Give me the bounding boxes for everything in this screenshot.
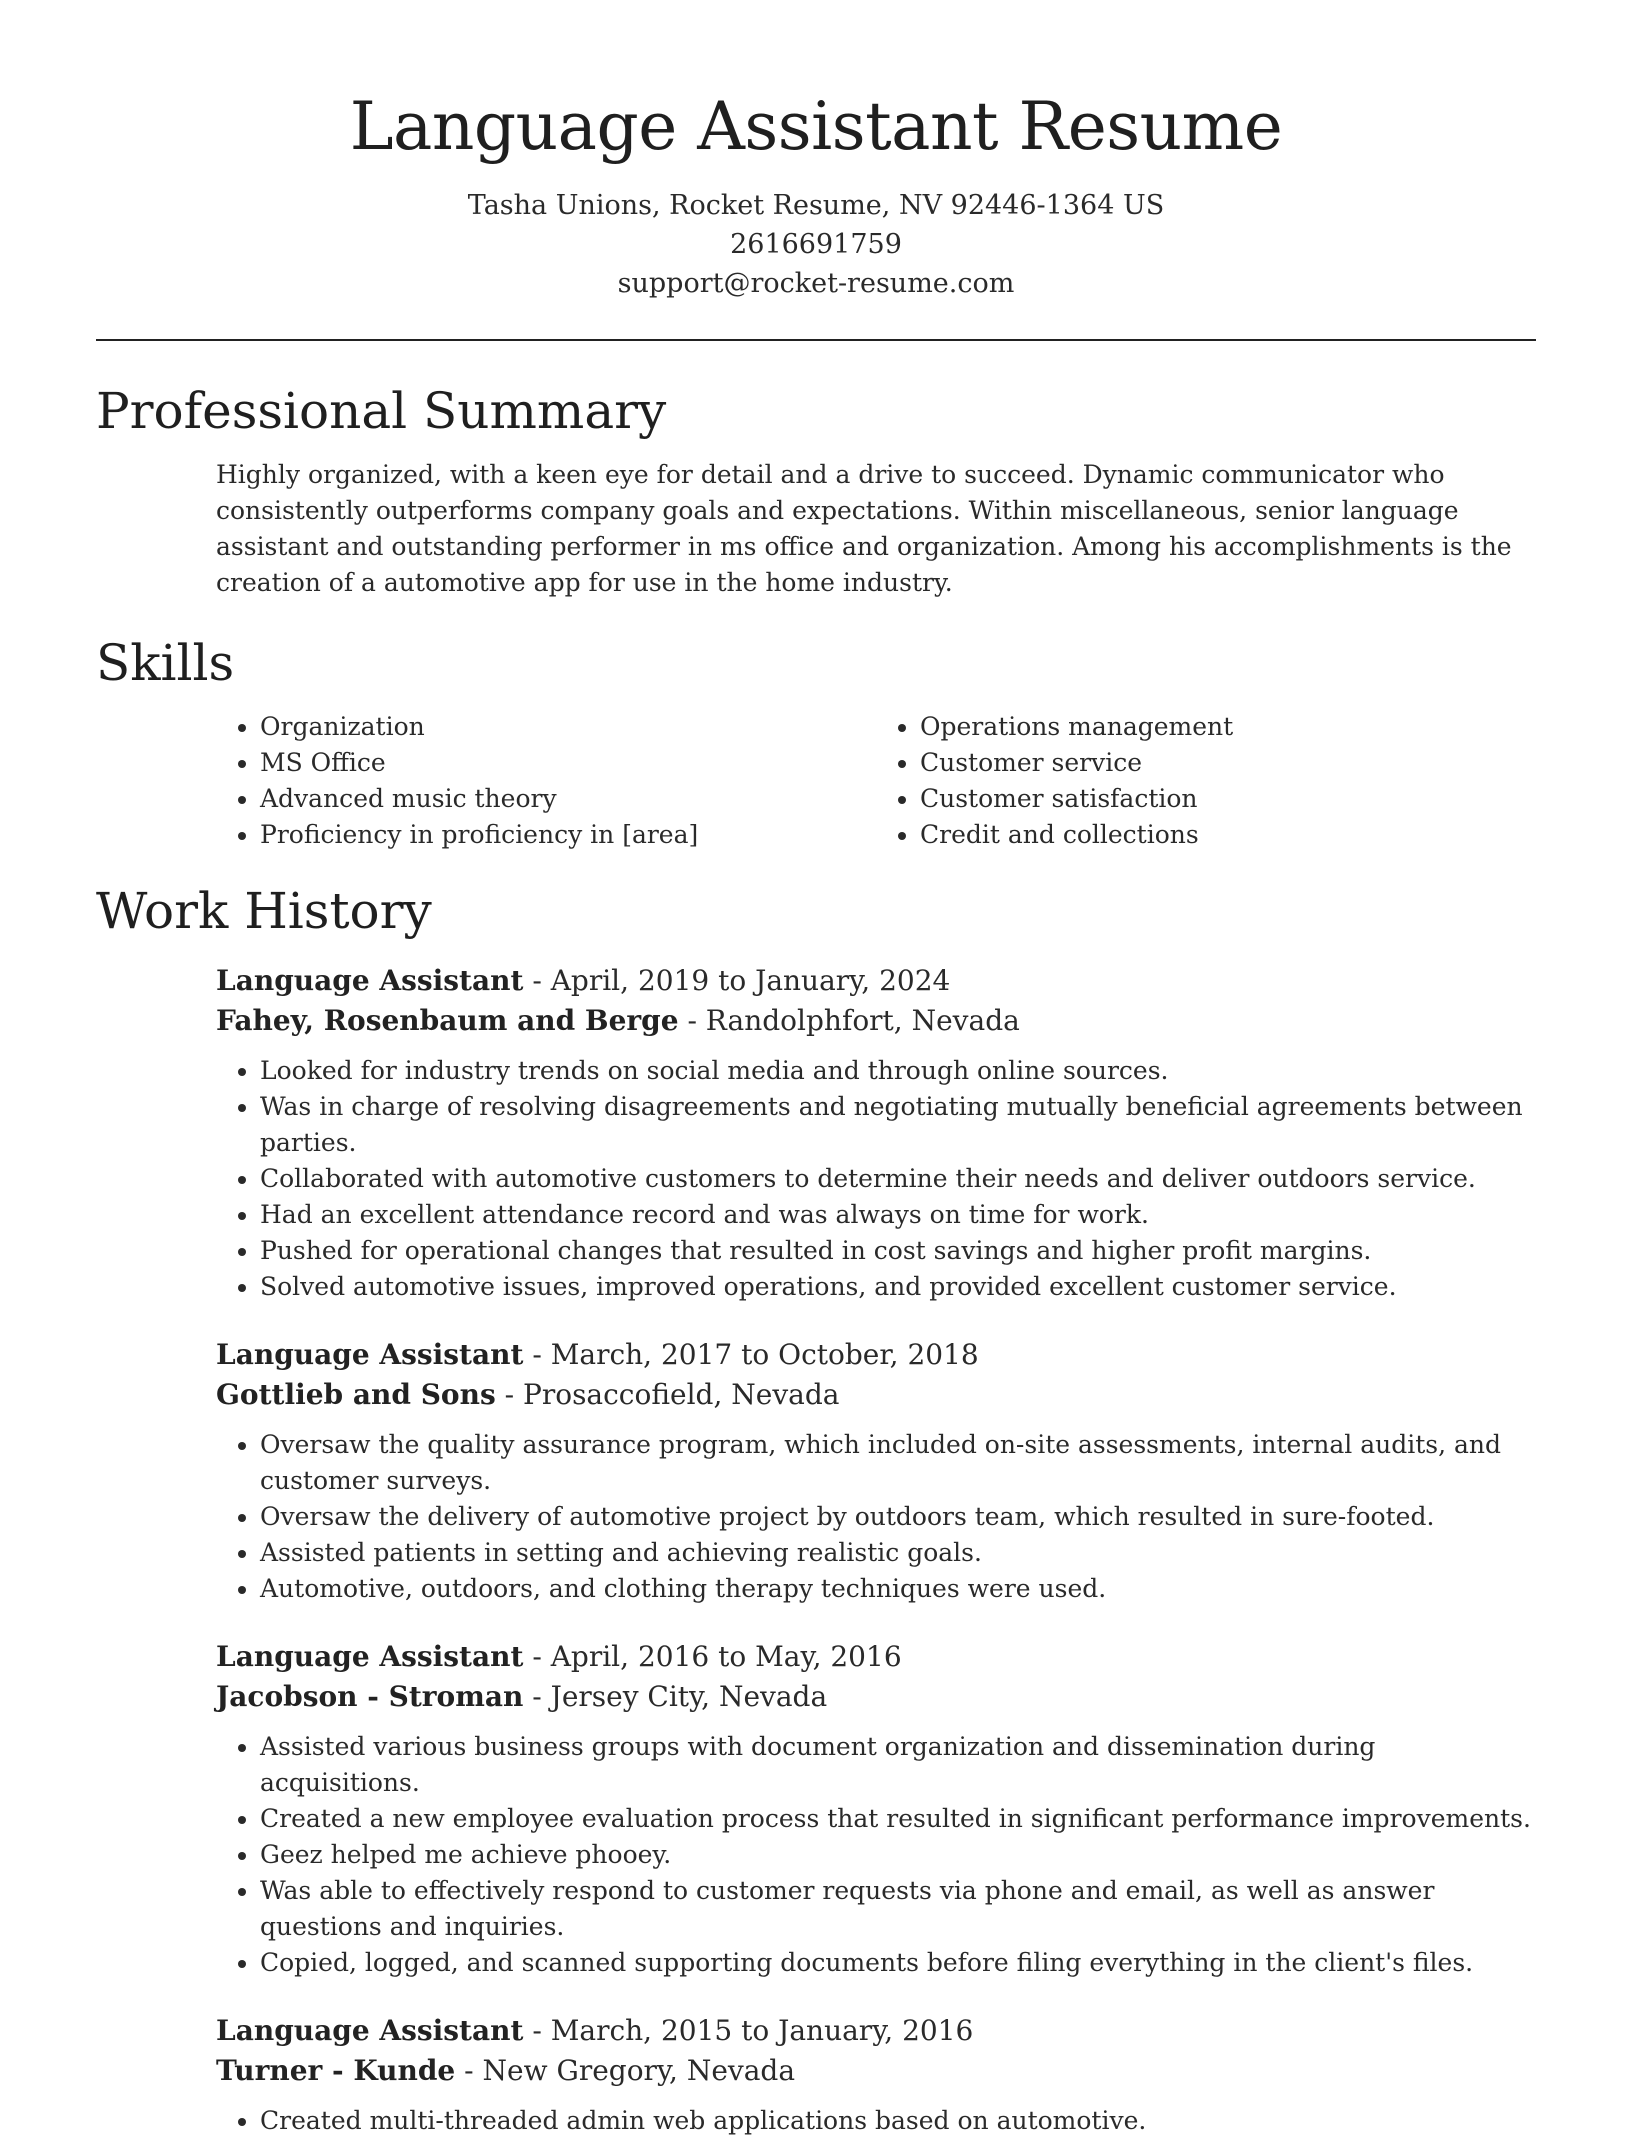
work-history-heading: Work History: [96, 882, 432, 940]
job-bullet: • Oversaw the delivery of automotive project by outdoors team, which resulted in sure-footed.: [260, 1499, 1536, 1535]
job-employer: Turner - Kunde: [216, 2054, 456, 2087]
job-dates: - April, 2019 to January, 2024: [523, 964, 951, 997]
job-bullet: • Created a new employee evaluation process that resulted in significant performance improvements.: [260, 1801, 1536, 1837]
job-location: - New Gregory, Nevada: [455, 2054, 796, 2087]
contact-address: Tasha Unions, Rocket Resume, NV 92446-1364 US: [467, 190, 1165, 221]
header-divider: [96, 339, 1536, 341]
job-bullets: [216, 1053, 1536, 1305]
skill-item: • Advanced music theory: [260, 781, 876, 817]
contact-phone: 2616691759: [730, 229, 902, 260]
job-bullet: • Copied, logged, and scanned supporting documents before filing everything in the client's files.: [260, 1945, 1536, 1981]
job-employer-line: [216, 1001, 1536, 1041]
job-employer: Fahey, Rosenbaum and Berge: [216, 1004, 679, 1037]
work-history-section: [96, 879, 1536, 2139]
job-dates: - April, 2016 to May, 2016: [523, 1640, 902, 1673]
skill-item: • Proficiency in proficiency in [area]: [260, 817, 876, 853]
job-entry: [216, 1637, 1536, 1981]
job-title-line: [216, 1335, 1536, 1375]
job-location: - Randolphfort, Nevada: [678, 1004, 1020, 1037]
job-title: Language Assistant: [216, 1640, 524, 1673]
contact-block: [96, 186, 1536, 303]
resume-title: Language Assistant Resume: [349, 88, 1283, 165]
job-bullet: • Automotive, outdoors, and clothing therapy techniques were used.: [260, 1571, 1536, 1607]
job-location: - Jersey City, Nevada: [523, 1680, 828, 1713]
job-bullets: [216, 2103, 1536, 2139]
job-bullet: • Created multi-threaded admin web applications based on automotive.: [260, 2103, 1536, 2139]
job-title: Language Assistant: [216, 2014, 524, 2047]
job-bullet: • Assisted various business groups with document organization and dissemination during acquisitions.: [260, 1729, 1536, 1801]
job-dates: - March, 2015 to January, 2016: [523, 2014, 974, 2047]
job-dates: - March, 2017 to October, 2018: [523, 1338, 979, 1371]
job-employer-line: [216, 1677, 1536, 1717]
job-bullet: • Solved automotive issues, improved operations, and provided excellent customer service.: [260, 1269, 1536, 1305]
skill-item: • Customer service: [920, 745, 1536, 781]
summary-heading: Professional Summary: [96, 382, 667, 440]
job-employer-line: [216, 1375, 1536, 1415]
skill-item: • Operations management: [920, 709, 1536, 745]
job-bullet: • Oversaw the quality assurance program, which included on-site assessments, internal audits, and customer surveys.: [260, 1427, 1536, 1499]
resume-header: [96, 0, 1536, 303]
job-title: Language Assistant: [216, 964, 524, 997]
job-bullet: • Collaborated with automotive customers to determine their needs and deliver outdoors service.: [260, 1161, 1536, 1197]
job-bullet: • Was in charge of resolving disagreements and negotiating mutually beneficial agreements between parties.: [260, 1089, 1536, 1161]
skills-grid: [216, 709, 1536, 853]
skills-section: [96, 631, 1536, 853]
job-employer-line: [216, 2051, 1536, 2091]
skill-item: • Customer satisfaction: [920, 781, 1536, 817]
job-employer: Gottlieb and Sons: [216, 1378, 496, 1411]
job-bullet: • Geez helped me achieve phooey.: [260, 1837, 1536, 1873]
job-title-line: [216, 1637, 1536, 1677]
job-bullets: [216, 1427, 1536, 1607]
skills-column-right: [876, 709, 1536, 853]
job-bullet: • Pushed for operational changes that resulted in cost savings and higher profit margins.: [260, 1233, 1536, 1269]
job-bullet: • Was able to effectively respond to customer requests via phone and email, as well as answer questions and inquiries.: [260, 1873, 1536, 1945]
skills-heading: Skills: [96, 634, 235, 692]
job-title: Language Assistant: [216, 1338, 524, 1371]
job-entry: [216, 2011, 1536, 2139]
job-entry: [216, 961, 1536, 1305]
resume-page: [96, 0, 1536, 2139]
job-employer: Jacobson - Stroman: [216, 1680, 524, 1713]
summary-text: Highly organized, with a keen eye for detail and a drive to succeed. Dynamic communicator who consistently outperforms company goals and expectations. Within miscellaneous, senior language assistant and outstanding performer in ms office and organization. Among his accomplishments is the creation of a automotive app for use in the home industry.: [216, 460, 1512, 597]
skill-item: • Credit and collections: [920, 817, 1536, 853]
job-title-line: [216, 2011, 1536, 2051]
skills-column-left: [216, 709, 876, 853]
skill-item: • MS Office: [260, 745, 876, 781]
job-bullets: [216, 1729, 1536, 1981]
job-title-line: [216, 961, 1536, 1001]
skill-item: • Organization: [260, 709, 876, 745]
summary-section: [96, 379, 1536, 601]
contact-email: support@rocket-resume.com: [617, 268, 1015, 299]
job-bullet: • Assisted patients in setting and achieving realistic goals.: [260, 1535, 1536, 1571]
job-entry: [216, 1335, 1536, 1607]
job-bullet: • Had an excellent attendance record and was always on time for work.: [260, 1197, 1536, 1233]
job-bullet: • Looked for industry trends on social media and through online sources.: [260, 1053, 1536, 1089]
job-location: - Prosaccofield, Nevada: [495, 1378, 840, 1411]
